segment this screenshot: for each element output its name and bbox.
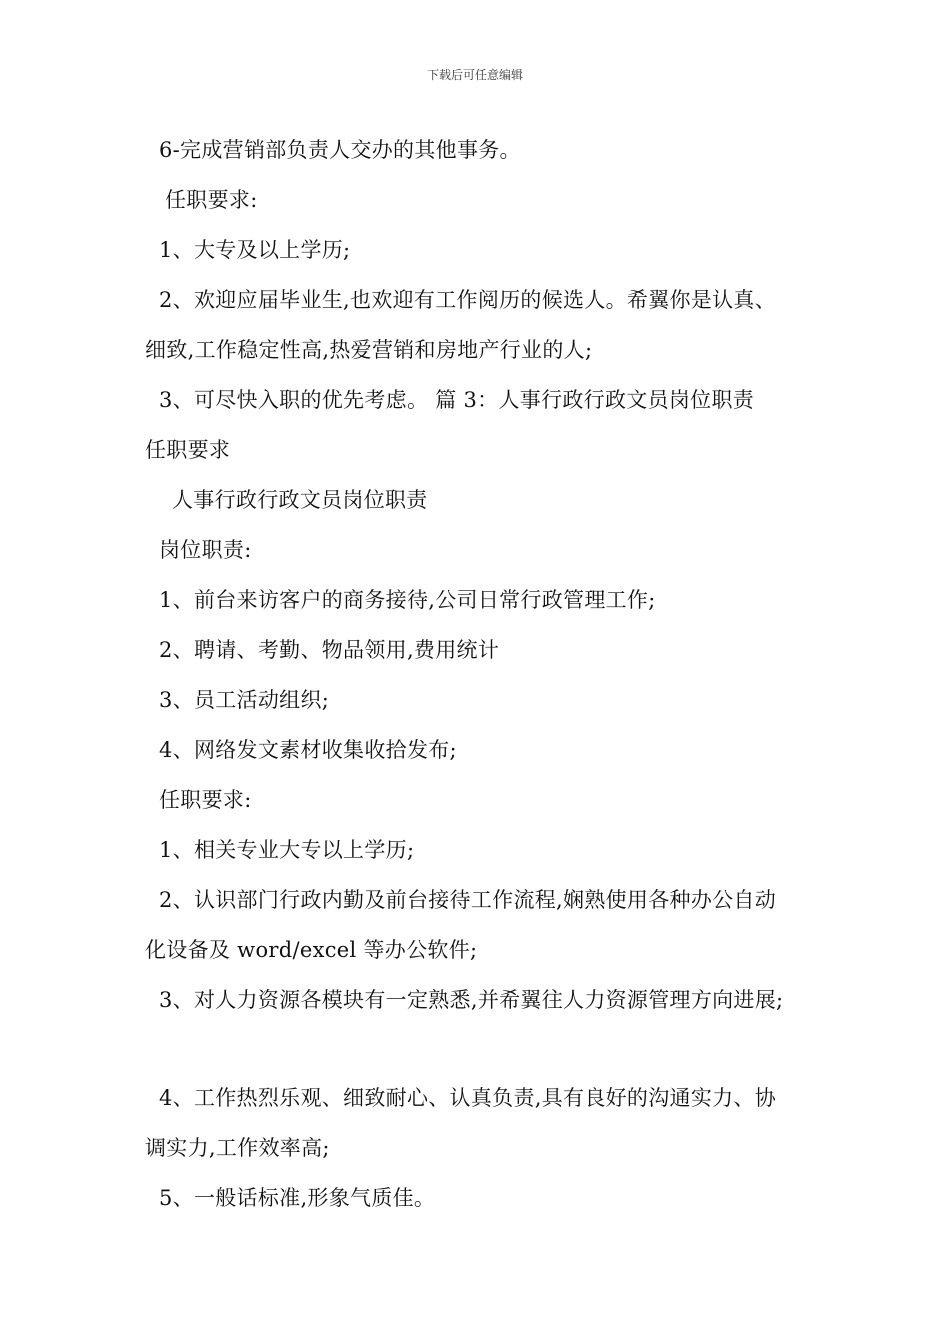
text-line-req-3: 3、可尽快入职的优先考虑。 篇 3：人事行政行政文员岗位职责: [159, 388, 755, 412]
text-line-duty-2: 2、聘请、考勤、物品领用,费用统计: [159, 638, 500, 662]
text-line-requirements-heading: 任职要求:: [165, 188, 258, 212]
text-line-duty-1: 1、前台来访客户的商务接待,公司日常行政管理工作;: [159, 588, 656, 612]
text-line-req2-5: 5、一般话标准,形象气质佳。: [159, 1186, 436, 1210]
text-line-section-title: 人事行政行政文员岗位职责: [172, 488, 428, 512]
text-line-duty-6: 6-完成营销部负责人交办的其他事务。: [159, 138, 521, 162]
text-line-req-2: 2、欢迎应届毕业生,也欢迎有工作阅历的候选人。希翼你是认真、: [159, 288, 777, 312]
text-line-req2-2-cont: 化设备及 word/excel 等办公软件;: [145, 938, 478, 962]
text-line-duty-3: 3、员工活动组织;: [159, 688, 330, 712]
text-line-req2-3: 3、对人力资源各模块有一定熟悉,并希翼往人力资源管理方向进展;: [159, 988, 784, 1012]
text-line-req2-4-cont: 调实力,工作效率高;: [145, 1136, 330, 1160]
text-line-req-1: 1、大专及以上学历;: [159, 238, 351, 262]
text-line-section-cont: 任职要求: [145, 438, 231, 462]
text-line-req-2-cont: 细致,工作稳定性高,热爱营销和房地产行业的人;: [145, 338, 593, 362]
text-line-req2-1: 1、相关专业大专以上学历;: [159, 838, 415, 862]
page-header: 下载后可任意编辑: [426, 68, 523, 82]
text-line-requirements-heading-2: 任职要求:: [159, 788, 252, 812]
text-line-req2-2: 2、认识部门行政内勤及前台接待工作流程,娴熟使用各种办公自动: [159, 888, 777, 912]
text-line-req2-4: 4、工作热烈乐观、细致耐心、认真负责,具有良好的沟通实力、协: [159, 1086, 777, 1110]
text-line-duties-heading: 岗位职责:: [159, 538, 252, 562]
text-line-duty-4: 4、网络发文素材收集收拾发布;: [159, 738, 457, 762]
